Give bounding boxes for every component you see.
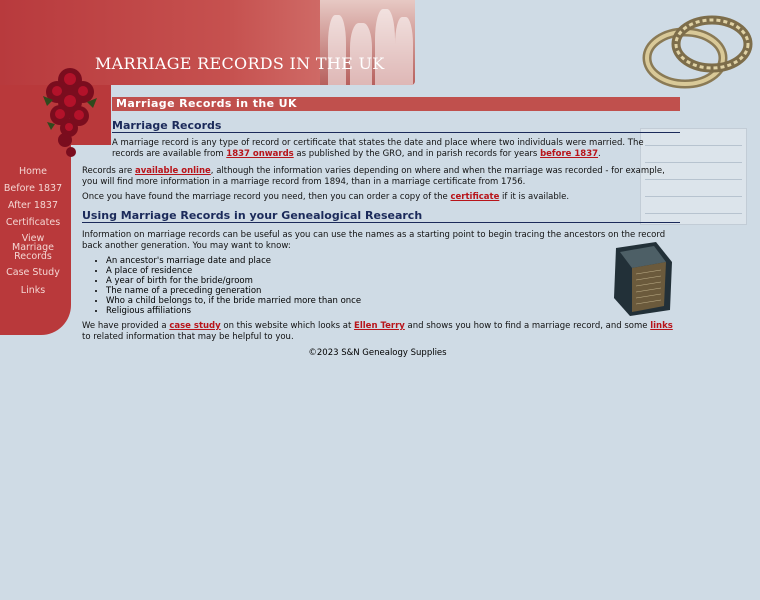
research-list bbox=[90, 256, 361, 316]
footer-copyright: ©2023 S&N Genealogy Supplies bbox=[308, 348, 447, 358]
list-item: • Religious affiliations bbox=[106, 306, 361, 316]
link-1837-onwards[interactable]: 1837 onwards bbox=[226, 149, 294, 159]
wedding-rings-icon bbox=[640, 10, 755, 90]
section-title-marriage-records: Marriage Records bbox=[112, 119, 680, 133]
list-item: • The name of a preceding generation bbox=[106, 286, 361, 296]
link-links[interactable]: links bbox=[650, 321, 673, 331]
list-item: • Who a child belongs to, if the bride married more than once bbox=[106, 296, 361, 306]
paragraph-intro: A marriage record is any type of record or certificate that states the date and place where two individuals were married. The records are available from 1837 onwards as published by the GRO, and in parish records for years before 1837. bbox=[112, 138, 644, 159]
nav-links[interactable]: Links bbox=[20, 285, 46, 296]
nav-before-1837[interactable]: Before 1837 bbox=[3, 183, 63, 194]
link-before-1837[interactable]: before 1837 bbox=[540, 149, 599, 159]
rose-bouquet-icon bbox=[35, 60, 105, 165]
paragraph-certificate: Once you have found the marriage record you need, then you can order a copy of the certificate if it is available. bbox=[82, 192, 570, 202]
nav-view-marriage-records[interactable]: View Marriage Records bbox=[12, 233, 54, 262]
nav-case-study[interactable]: Case Study bbox=[6, 267, 60, 278]
paragraph-research-intro: Information on marriage records can be useful as you can use the names as a starting point to begin tracing the ancestors on the record back another generation. You may want to know: bbox=[82, 230, 666, 251]
page-header-bar: Marriage Records in the UK bbox=[112, 97, 680, 111]
paragraph-online: Records are available online, although the information varies depending on where and when the marriage was recorded - for example, you will find more information in a marriage record from 1894, than in a marriage certificate from 1756. bbox=[82, 166, 665, 187]
paragraph-closing: We have provided a case study on this website which looks at Ellen Terry and shows you how to find a marriage record, and some links to related information that may be helpful to you. bbox=[82, 321, 673, 342]
section-title-genealogical-research: Using Marriage Records in your Genealogical Research bbox=[82, 209, 680, 223]
link-certificate[interactable]: certificate bbox=[450, 192, 500, 202]
link-available-online[interactable]: available online bbox=[134, 166, 211, 176]
site-title: MARRIAGE RECORDS IN THE UK bbox=[95, 54, 385, 73]
list-item: • A place of residence bbox=[106, 266, 361, 276]
nav-home[interactable]: Home bbox=[18, 166, 48, 177]
list-item: • An ancestor's marriage date and place bbox=[106, 256, 361, 266]
link-case-study[interactable]: case study bbox=[169, 321, 221, 331]
main-nav bbox=[0, 166, 66, 296]
nav-after-1837[interactable]: After 1837 bbox=[7, 200, 58, 211]
register-book-icon bbox=[606, 240, 678, 318]
list-item: • A year of birth for the bride/groom bbox=[106, 276, 361, 286]
nav-certificates[interactable]: Certificates bbox=[5, 217, 61, 228]
link-ellen-terry[interactable]: Ellen Terry bbox=[354, 321, 405, 331]
